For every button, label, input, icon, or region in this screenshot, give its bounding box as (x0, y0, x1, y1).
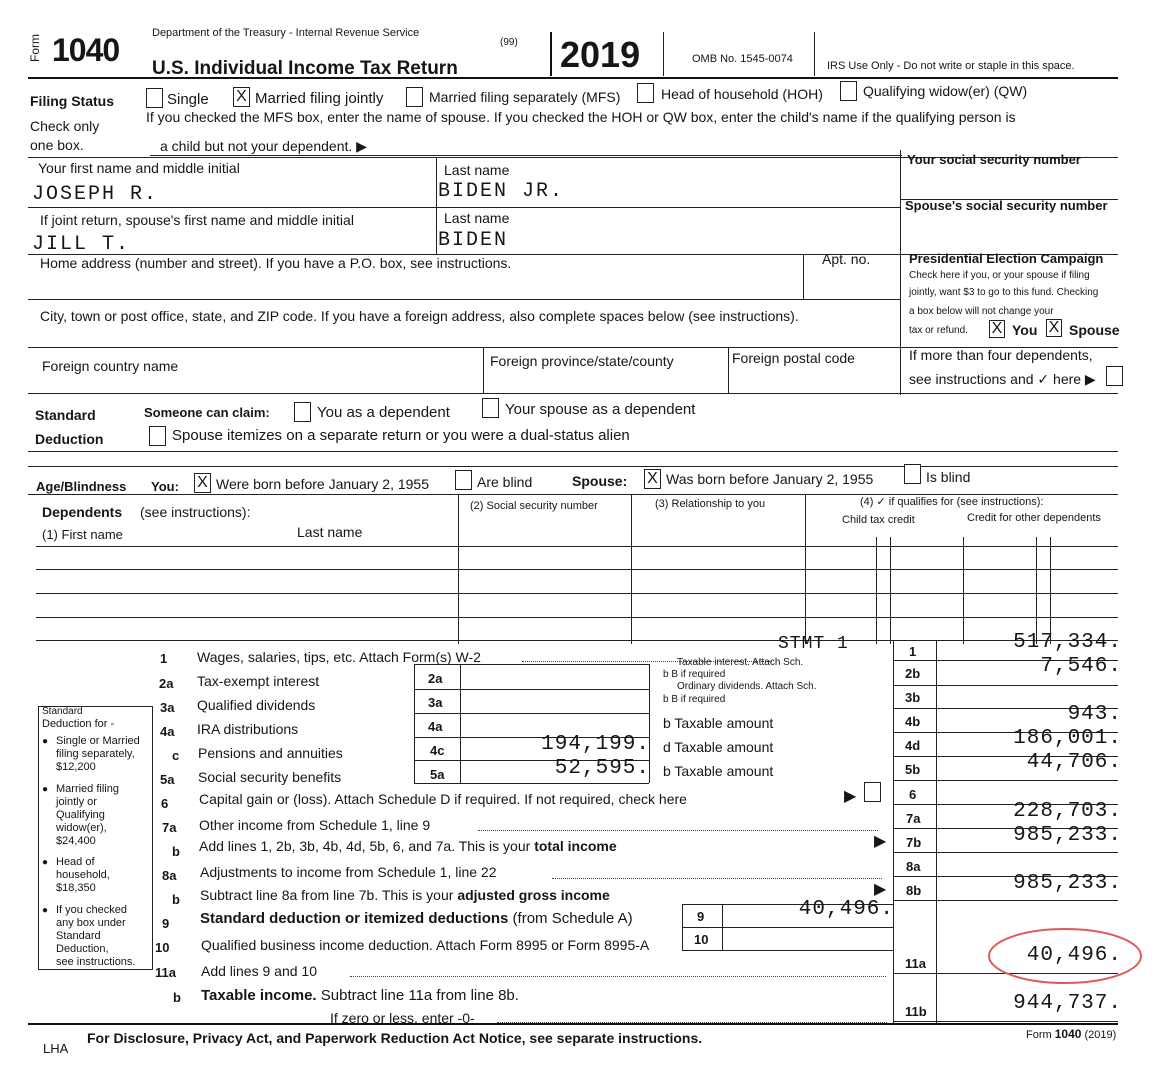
line-8b-amount[interactable]: 985,233. (1013, 872, 1122, 895)
age-blindness-label: Age/Blindness (36, 479, 127, 494)
presidential-you-label: You (1012, 322, 1038, 338)
arrow-icon: ▶ (874, 833, 887, 850)
presidential-line4: tax or refund. (909, 325, 968, 336)
sidebar-text: widow(er), (56, 822, 107, 834)
line-4b-box: 4b (905, 714, 921, 729)
presidential-line2: jointly, want $3 to go to this fund. Checking (909, 287, 1099, 298)
foreign-country-label: Foreign country name (42, 358, 179, 374)
line-1-text: Wages, salaries, tips, etc. Attach Form(s) W-2 (197, 649, 481, 665)
qualifying-widow-label: Qualifying widow(er) (QW) (863, 83, 1028, 99)
sidebar-bullet: ● (42, 905, 49, 916)
you-blind-label: Are blind (477, 474, 533, 490)
foreign-postal-label: Foreign postal code (732, 350, 855, 366)
form-word: Form (28, 34, 42, 62)
line-11a-number: 11a (155, 965, 176, 980)
footer-form-year: (2019) (1084, 1029, 1117, 1041)
line-11b-text: Subtract line 11a from line 8b. (320, 987, 519, 1004)
spouse-itemizes-label: Spouse itemizes on a separate return or you were a dual-status alien (172, 427, 630, 444)
spouse-last-label: Last name (444, 210, 510, 226)
age-you-label: You: (151, 479, 179, 494)
dependent-row[interactable] (36, 617, 1118, 618)
spouse-ssn-label: Spouse's social security number (905, 198, 1108, 213)
sidebar-bullet: ● (42, 857, 49, 868)
dep-col-last-name: Last name (297, 524, 363, 540)
line-2a-box: 2a (428, 671, 443, 686)
ssn-label: Your social security number (907, 152, 1081, 167)
sidebar-text: Deduction, (56, 943, 109, 955)
omb-number: OMB No. 1545-0074 (692, 53, 793, 65)
line-11b-number: b (173, 990, 181, 1005)
line-11b-box: 11b (905, 1004, 927, 1019)
sidebar-title-1: Standard (42, 706, 83, 717)
sidebar-text: $24,400 (56, 835, 96, 847)
dep-col-first-name: (1) First name (42, 527, 123, 542)
line-8a-box: 8a (906, 859, 921, 874)
more-dependents-line1: If more than four dependents, (909, 347, 1093, 363)
single-label: Single (167, 91, 209, 108)
married-separately-checkbox[interactable] (406, 87, 423, 107)
sidebar-text: filing separately, (56, 748, 135, 760)
sidebar-text: $18,350 (56, 882, 96, 894)
dependent-row[interactable] (36, 569, 1118, 570)
sidebar-text: any box under (56, 917, 126, 929)
spouse-born-label: Was born before January 2, 1955 (666, 471, 874, 487)
spouse-first-value[interactable]: JILL T. (32, 233, 131, 256)
line-4d-text: d Taxable amount (663, 739, 774, 755)
line-7b-amount[interactable]: 985,233. (1013, 824, 1122, 847)
form-title: U.S. Individual Income Tax Return (152, 58, 458, 79)
married-jointly-label: Married filing jointly (255, 90, 384, 107)
sidebar-bullet: ● (42, 736, 49, 747)
line-4a-box: 4a (428, 719, 443, 734)
line-2b-amount[interactable]: 7,546. (1040, 655, 1122, 678)
sidebar-text: Qualifying (56, 809, 105, 821)
line-8b-box: 8b (906, 883, 922, 898)
line-3a-box: 3a (428, 695, 443, 710)
foreign-province-label: Foreign province/state/county (490, 353, 674, 369)
someone-can-claim: Someone can claim: (144, 405, 270, 420)
you-dependent-label: You as a dependent (317, 404, 450, 421)
line-1-number: 1 (160, 651, 168, 666)
lha-label: LHA (43, 1041, 69, 1056)
sidebar-text: Married filing (56, 783, 119, 795)
age-spouse-label: Spouse: (572, 473, 628, 489)
dependents-see-instructions: (see instructions): (140, 504, 251, 520)
line-10-text: Qualified business income deduction. Attach Form 8995 or Form 8995-A (201, 937, 650, 953)
single-checkbox[interactable] (146, 88, 163, 108)
presidential-you-checkbox[interactable]: X (989, 320, 1005, 338)
dep-col-qualifies: (4) ✓ if qualifies for (see instructions): (860, 496, 1044, 508)
line-4d-amount[interactable]: 186,001. (1013, 727, 1122, 750)
line-11b-text-2: If zero or less, enter -0- (330, 1010, 475, 1026)
line-4c-text: Pensions and annuities (198, 745, 343, 761)
line-3b-text-2: b B if required (663, 694, 726, 705)
line-3a-number: 3a (160, 700, 175, 715)
spouse-blind-checkbox[interactable] (904, 464, 921, 484)
standard-label-2: Deduction (35, 431, 104, 447)
check-only-2: one box. (30, 137, 84, 153)
sidebar-text: Standard (56, 930, 101, 942)
line-5b-box: 5b (905, 762, 921, 777)
footer-form-word: Form (1026, 1029, 1052, 1041)
line-5a-box: 5a (430, 767, 445, 782)
line-7b-bold: total income (534, 838, 617, 854)
line-9-number: 9 (162, 916, 170, 931)
mfs-instruction-1: If you checked the MFS box, enter the name of spouse. If you checked the HOH or QW box, enter the child's name if the qualifying person is (146, 109, 1016, 125)
line-7b-text: Add lines 1, 2b, 3b, 4b, 4d, 5b, 6, and 7a. This is your (199, 838, 531, 854)
married-separately-label: Married filing separately (MFS) (429, 89, 621, 105)
check-only-1: Check only (30, 118, 100, 134)
standard-label-1: Standard (35, 407, 96, 423)
first-name-label: Your first name and middle initial (38, 160, 240, 176)
line-2a-number: 2a (159, 676, 174, 691)
arrow-icon: ▶ (874, 881, 887, 898)
line-3b-box: 3b (905, 690, 921, 705)
first-name-value[interactable]: JOSEPH R. (32, 183, 159, 206)
line-1-box: 1 (909, 644, 917, 659)
line-6-text: Capital gain or (loss). Attach Schedule D if required. If not required, check here (199, 791, 687, 807)
spouse-born-checkbox[interactable]: X (644, 469, 661, 489)
line-8b-number: b (172, 892, 180, 907)
sidebar-text: Single or Married (56, 735, 140, 747)
line-11a-text: Add lines 9 and 10 (201, 963, 317, 979)
spouse-dependent-label: Your spouse as a dependent (505, 401, 696, 418)
line-9-text: (from Schedule A) (512, 910, 633, 927)
line-10-number: 10 (155, 940, 170, 955)
presidential-title: Presidential Election Campaign (909, 251, 1104, 266)
line-7b-number: b (172, 844, 180, 859)
presidential-line3: a box below will not change your (909, 306, 1054, 317)
sidebar-title-2: Deduction for - (42, 718, 115, 730)
line-7b-box: 7b (906, 835, 922, 850)
line-8b-text: Subtract line 8a from line 7b. This is your (200, 887, 454, 903)
spouse-blind-label: Is blind (926, 469, 971, 485)
dependent-row[interactable] (36, 593, 1118, 594)
line-6-number: 6 (161, 796, 169, 811)
line-11b-amount[interactable]: 944,737. (1013, 992, 1122, 1015)
line-11b-bold: Taxable income. (201, 987, 317, 1004)
sidebar-bullet: ● (42, 784, 49, 795)
presidential-spouse-label: Spouse (1069, 322, 1120, 338)
line-4b-amount[interactable]: 943. (1067, 703, 1122, 726)
dep-col-ssn: (2) Social security number (470, 500, 598, 512)
line-3a-text: Qualified dividends (197, 697, 316, 713)
line-5a-text: Social security benefits (198, 769, 342, 785)
head-household-checkbox[interactable] (637, 83, 654, 103)
dep-col-other-credit: Credit for other dependents (967, 512, 1101, 524)
more-dependents-line2: see instructions and ✓ here ▶ (909, 371, 1096, 387)
spouse-last-value[interactable]: BIDEN (438, 229, 509, 252)
line-8a-number: 8a (162, 868, 177, 883)
last-name-value[interactable]: BIDEN JR. (438, 180, 565, 203)
line-4d-box: 4d (905, 738, 921, 753)
line-7a-number: 7a (162, 820, 177, 835)
mfs-instruction-2: a child but not your dependent. ▶ (160, 138, 367, 154)
department: Department of the Treasury - Internal Revenue Service (152, 27, 420, 39)
dep-col-relationship: (3) Relationship to you (655, 498, 766, 510)
header-divider (550, 32, 552, 76)
spouse-first-label: If joint return, spouse's first name and middle initial (40, 212, 354, 228)
statement-note: STMT 1 (778, 634, 849, 654)
line-2b-text-2: b B if required (663, 669, 726, 680)
filing-status-label: Filing Status (30, 93, 114, 109)
line-2b-box: 2b (905, 666, 921, 681)
line-8a-text: Adjustments to income from Schedule 1, line 22 (200, 864, 497, 880)
tax-year: 2019 (560, 34, 641, 75)
highlight-circle (985, 925, 1145, 987)
disclosure-notice: For Disclosure, Privacy Act, and Paperwork Reduction Act Notice, see separate instructions. (87, 1030, 703, 1046)
presidential-spouse-checkbox[interactable]: X (1046, 319, 1062, 337)
arrow-icon: ▶ (844, 788, 857, 805)
line-4c-box: 4c (430, 743, 445, 758)
you-born-checkbox[interactable]: X (194, 473, 211, 493)
line-8b-bold: adjusted gross income (457, 887, 610, 903)
dependents-title: Dependents (42, 504, 123, 520)
qualifying-widow-checkbox[interactable] (840, 81, 857, 101)
line-4c-amount[interactable]: 194,199. (541, 733, 650, 756)
home-address-label: Home address (number and street). If you have a P.O. box, see instructions. (40, 255, 512, 271)
sidebar-text: If you checked (56, 904, 127, 916)
sidebar-text: Head of (56, 856, 95, 868)
form-number: 1040 (52, 32, 120, 68)
presidential-line1: Check here if you, or your spouse if filing (909, 270, 1090, 281)
line-5b-amount[interactable]: 44,706. (1026, 751, 1122, 774)
dependent-row[interactable] (36, 546, 1118, 547)
line-9-box: 9 (697, 909, 705, 924)
dep-col-child-tax-credit: Child tax credit (842, 514, 915, 526)
form-code: (99) (500, 37, 518, 48)
line-11a-amount[interactable]: 40,496. (1026, 944, 1122, 967)
spouse-itemizes-checkbox[interactable] (149, 426, 166, 446)
sidebar-text: household, (56, 869, 110, 881)
spouse-dependent-checkbox[interactable] (482, 398, 499, 418)
line-11a-box: 11a (905, 956, 926, 971)
line-10-box: 10 (694, 932, 709, 947)
head-household-label: Head of household (HOH) (661, 86, 823, 102)
you-dependent-checkbox[interactable] (294, 402, 311, 422)
more-dependents-checkbox[interactable] (1106, 366, 1123, 386)
line-5b-text: b Taxable amount (663, 763, 774, 779)
line-9-amount[interactable]: 40,496. (798, 898, 894, 921)
line-2b-text-1: Taxable interest. Attach Sch. (677, 657, 804, 668)
line-1-amount[interactable]: 517,334. (1013, 631, 1122, 654)
city-label: City, town or post office, state, and ZIP code. If you have a foreign address, also complete spaces below (see instructions). (40, 308, 799, 324)
footer-form-number: 1040 (1054, 1027, 1082, 1041)
line-7a-text: Other income from Schedule 1, line 9 (199, 817, 431, 833)
line-4b-text: b Taxable amount (663, 715, 774, 731)
you-blind-checkbox[interactable] (455, 470, 472, 490)
line-9-bold: Standard deduction or itemized deductions (200, 910, 509, 927)
you-born-label: Were born before January 2, 1955 (216, 476, 429, 492)
line-4c-number: c (172, 748, 180, 763)
irs-use-only: IRS Use Only - Do not write or staple in this space. (827, 60, 1075, 72)
sidebar-text: $12,200 (56, 761, 96, 773)
married-jointly-checkbox[interactable]: X (233, 87, 250, 107)
sidebar-text: see instructions. (56, 956, 136, 968)
sidebar-text: jointly or (56, 796, 97, 808)
line-5a-amount[interactable]: 52,595. (554, 757, 650, 780)
line-7a-box: 7a (906, 811, 921, 826)
line-4a-number: 4a (160, 724, 175, 739)
line-7a-amount[interactable]: 228,703. (1013, 800, 1122, 823)
line-2a-text: Tax-exempt interest (197, 673, 320, 689)
last-name-label: Last name (444, 162, 510, 178)
line-5a-number: 5a (160, 772, 175, 787)
apt-label: Apt. no. (822, 251, 871, 267)
line-6-checkbox[interactable] (864, 782, 881, 802)
line-3b-text-1: Ordinary dividends. Attach Sch. (677, 681, 817, 692)
line-6-box: 6 (909, 787, 917, 802)
line-4a-text: IRA distributions (197, 721, 299, 737)
